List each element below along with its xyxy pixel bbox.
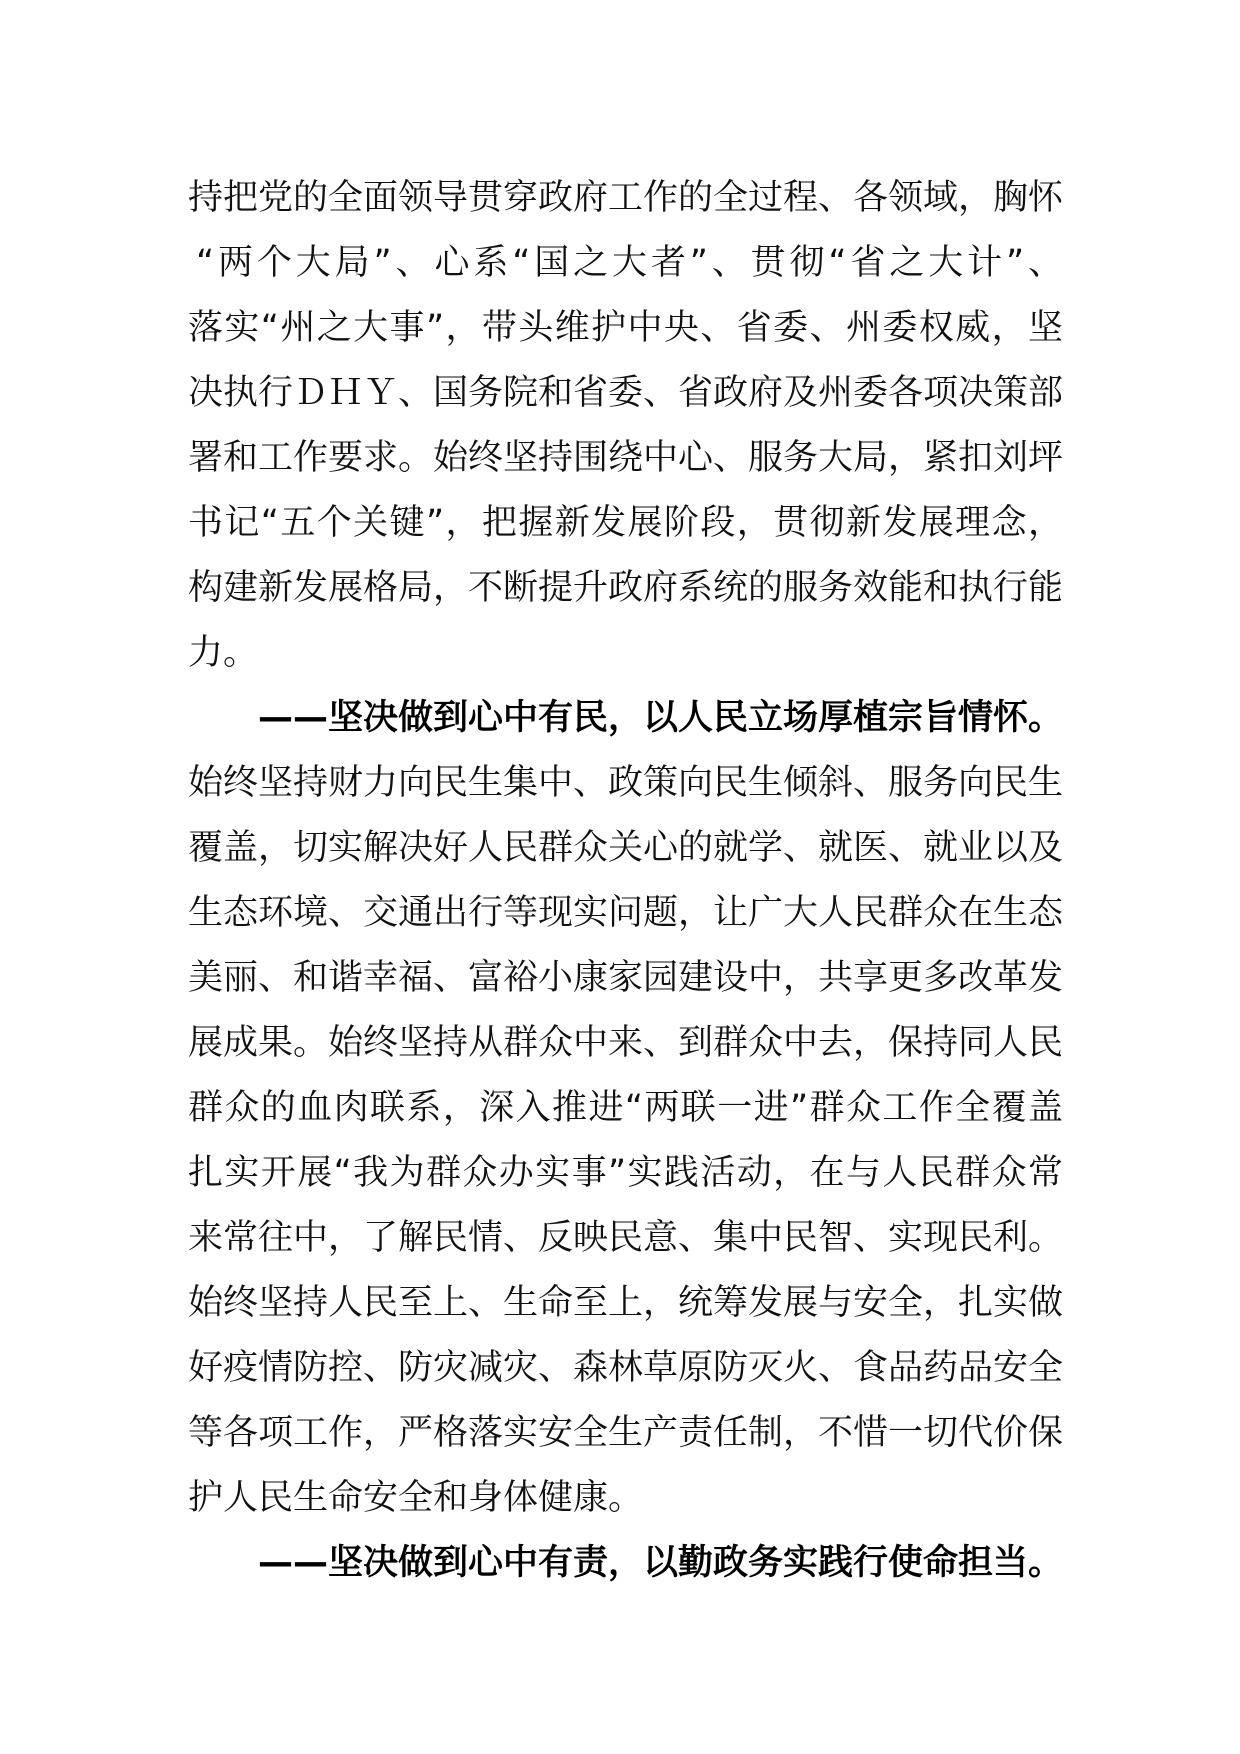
body-line: 展成果。始终坚持从群众中来、到群众中去，保持同人民 [188, 1023, 1064, 1063]
body-line: 护人民生命安全和身体健康。 [188, 1478, 644, 1518]
body-line: 持把党的全面领导贯穿政府工作的全过程、各领域，胸怀 [188, 178, 1064, 218]
body-line: 署和工作要求。始终坚持围绕中心、服务大局，紧扣刘坪 [188, 438, 1064, 478]
body-line: 书记“五个关键”，把握新发展阶段，贯彻新发展理念， [188, 503, 1063, 543]
body-line: 始终坚持人民至上、生命至上，统筹发展与安全，扎实做 [188, 1283, 1064, 1323]
body-line: 生态环境、交通出行等现实问题，让广大人民群众在生态 [188, 893, 1064, 933]
body-line: 始终坚持财力向民生集中、政策向民生倾斜、服务向民生 [188, 763, 1064, 803]
body-line: 等各项工作，严格落实安全生产责任制，不惜一切代价保 [188, 1413, 1064, 1453]
body-line: 美丽、和谐幸福、富裕小康家园建设中，共享更多改革发 [188, 958, 1064, 998]
body-line: 覆盖，切实解决好人民群众关心的就学、就医、就业以及 [188, 828, 1064, 868]
body-line: 扎实开展“我为群众办实事”实践活动，在与人民群众常 [188, 1153, 1063, 1193]
body-line: 来常往中，了解民情、反映民意、集中民智、实现民利。 [188, 1218, 1064, 1258]
body-line: 好疫情防控、防灾减灾、森林草原防灭火、食品药品安全 [188, 1348, 1064, 1388]
body-line: 落实“州之大事”，带头维护中央、省委、州委权威，坚 [188, 308, 1063, 348]
section-heading: ——坚决做到心中有民，以人民立场厚植宗旨情怀。 [258, 698, 1064, 738]
body-line: 群众的血肉联系，深入推进“两联一进”群众工作全覆盖 [188, 1088, 1063, 1128]
document-body [188, 166, 1063, 1596]
body-line: 决执行ＤＨＹ、国务院和省委、省政府及州委各项决策部 [188, 373, 1064, 413]
body-line: “两个大局”、心系“国之大者”、贯彻“省之大计”、 [196, 243, 1063, 283]
body-line: 力。 [188, 633, 259, 673]
section-heading: ——坚决做到心中有责，以勤政务实践行使命担当。 [258, 1543, 1064, 1583]
body-line: 构建新发展格局，不断提升政府系统的服务效能和执行能 [188, 568, 1064, 608]
